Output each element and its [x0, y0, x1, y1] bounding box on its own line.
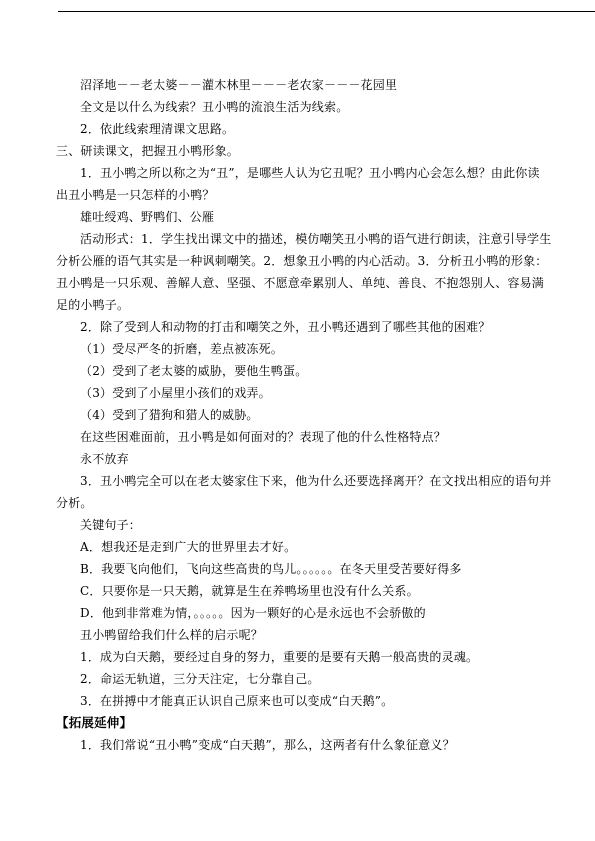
- text-line: 丑小鸭是一只乐观、善解人意、坚强、不愿意牵累别人、单纯、善良、不抱怨别人、容易满: [56, 276, 545, 290]
- text-line: 3．丑小鸭完全可以在老太婆家住下来，他为什么还要选择离开？在文找出相应的语句并: [80, 474, 552, 488]
- text-line: 活动形式：1．学生找出课文中的描述，模仿嘲笑丑小鸭的语气进行朗读，注意引导学生: [80, 232, 552, 246]
- text-line: 出丑小鸭是一只怎样的小鸭？: [56, 188, 215, 202]
- text-line: 丑小鸭留给我们什么样的启示呢？: [80, 628, 264, 642]
- text-line: 永不放弃: [80, 452, 129, 466]
- list-item: C．只要你是一只天鹅，就算是生在养鸭场里也没有什么关系。: [80, 584, 419, 598]
- section-heading: 三、研读课文，把握丑小鸭形象。: [56, 144, 240, 158]
- list-item: 2．命运无轨道，三分天注定，七分靠自己。: [80, 672, 320, 686]
- list-item: （1）受尽严冬的折磨，差点被冻死。: [80, 342, 284, 356]
- list-item: （4）受到了猎狗和猎人的威胁。: [80, 408, 259, 422]
- text-line: 在这些困难面前，丑小鸭是如何面对的？表现了他的什么性格特点？: [80, 430, 447, 444]
- text-line: 1．我们常说“丑小鸭”变成“白天鹅”，那么，这两者有什么象征意义？: [80, 738, 455, 752]
- text-line: 全文是以什么为线索？丑小鸭的流浪生活为线索。: [80, 100, 349, 114]
- text-line: 2．依此线索理清课文思路。: [80, 122, 235, 136]
- header-rule: [58, 11, 595, 12]
- text-line: 2．除了受到人和动物的打击和嘲笑之外，丑小鸭还遇到了哪些其他的困难？: [80, 320, 491, 334]
- list-item: （2）受到了老太婆的威胁，要他生鸭蛋。: [80, 364, 308, 378]
- text-line: 关键句子：: [80, 518, 142, 532]
- text-line: 1．丑小鸭之所以称之为“丑”，是哪些人认为它丑呢？丑小鸭内心会怎么想？由此你读: [80, 166, 540, 180]
- list-item: 3．在拼搏中才能真正认识自己原来也可以变成“白天鹅”。: [80, 694, 394, 708]
- list-item: A．想我还是走到广大的世界里去才好。: [80, 540, 297, 554]
- text-line: 足的小鸭子。: [56, 298, 130, 312]
- route-line: 沼泽地－－老太婆－－灌木林里－－－老农家－－－花园里: [80, 78, 398, 92]
- list-item: B．我要飞向他们，飞向这些高贵的鸟儿。。。。。。在冬天里受苦要好得多: [80, 562, 462, 576]
- list-item: （3）受到了小屋里小孩们的戏弄。: [80, 386, 271, 400]
- text-line: 分析。: [56, 496, 93, 510]
- section-heading: 【拓展延伸】: [56, 715, 133, 730]
- list-item: D．他到非常难为情，。。。。。因为一颗好的心是永远也不会骄傲的: [80, 606, 426, 620]
- text-line: 分析公雁的语气其实是一种讽刺嘲笑。2．想象丑小鸭的内心活动。3．分析丑小鸭的形象：: [56, 254, 548, 268]
- text-line: 雄吐绶鸡、野鸭们、公雁: [80, 210, 215, 224]
- list-item: 1．成为白天鹅，要经过自身的努力，重要的是要有天鹅一般高贵的灵魂。: [80, 650, 479, 664]
